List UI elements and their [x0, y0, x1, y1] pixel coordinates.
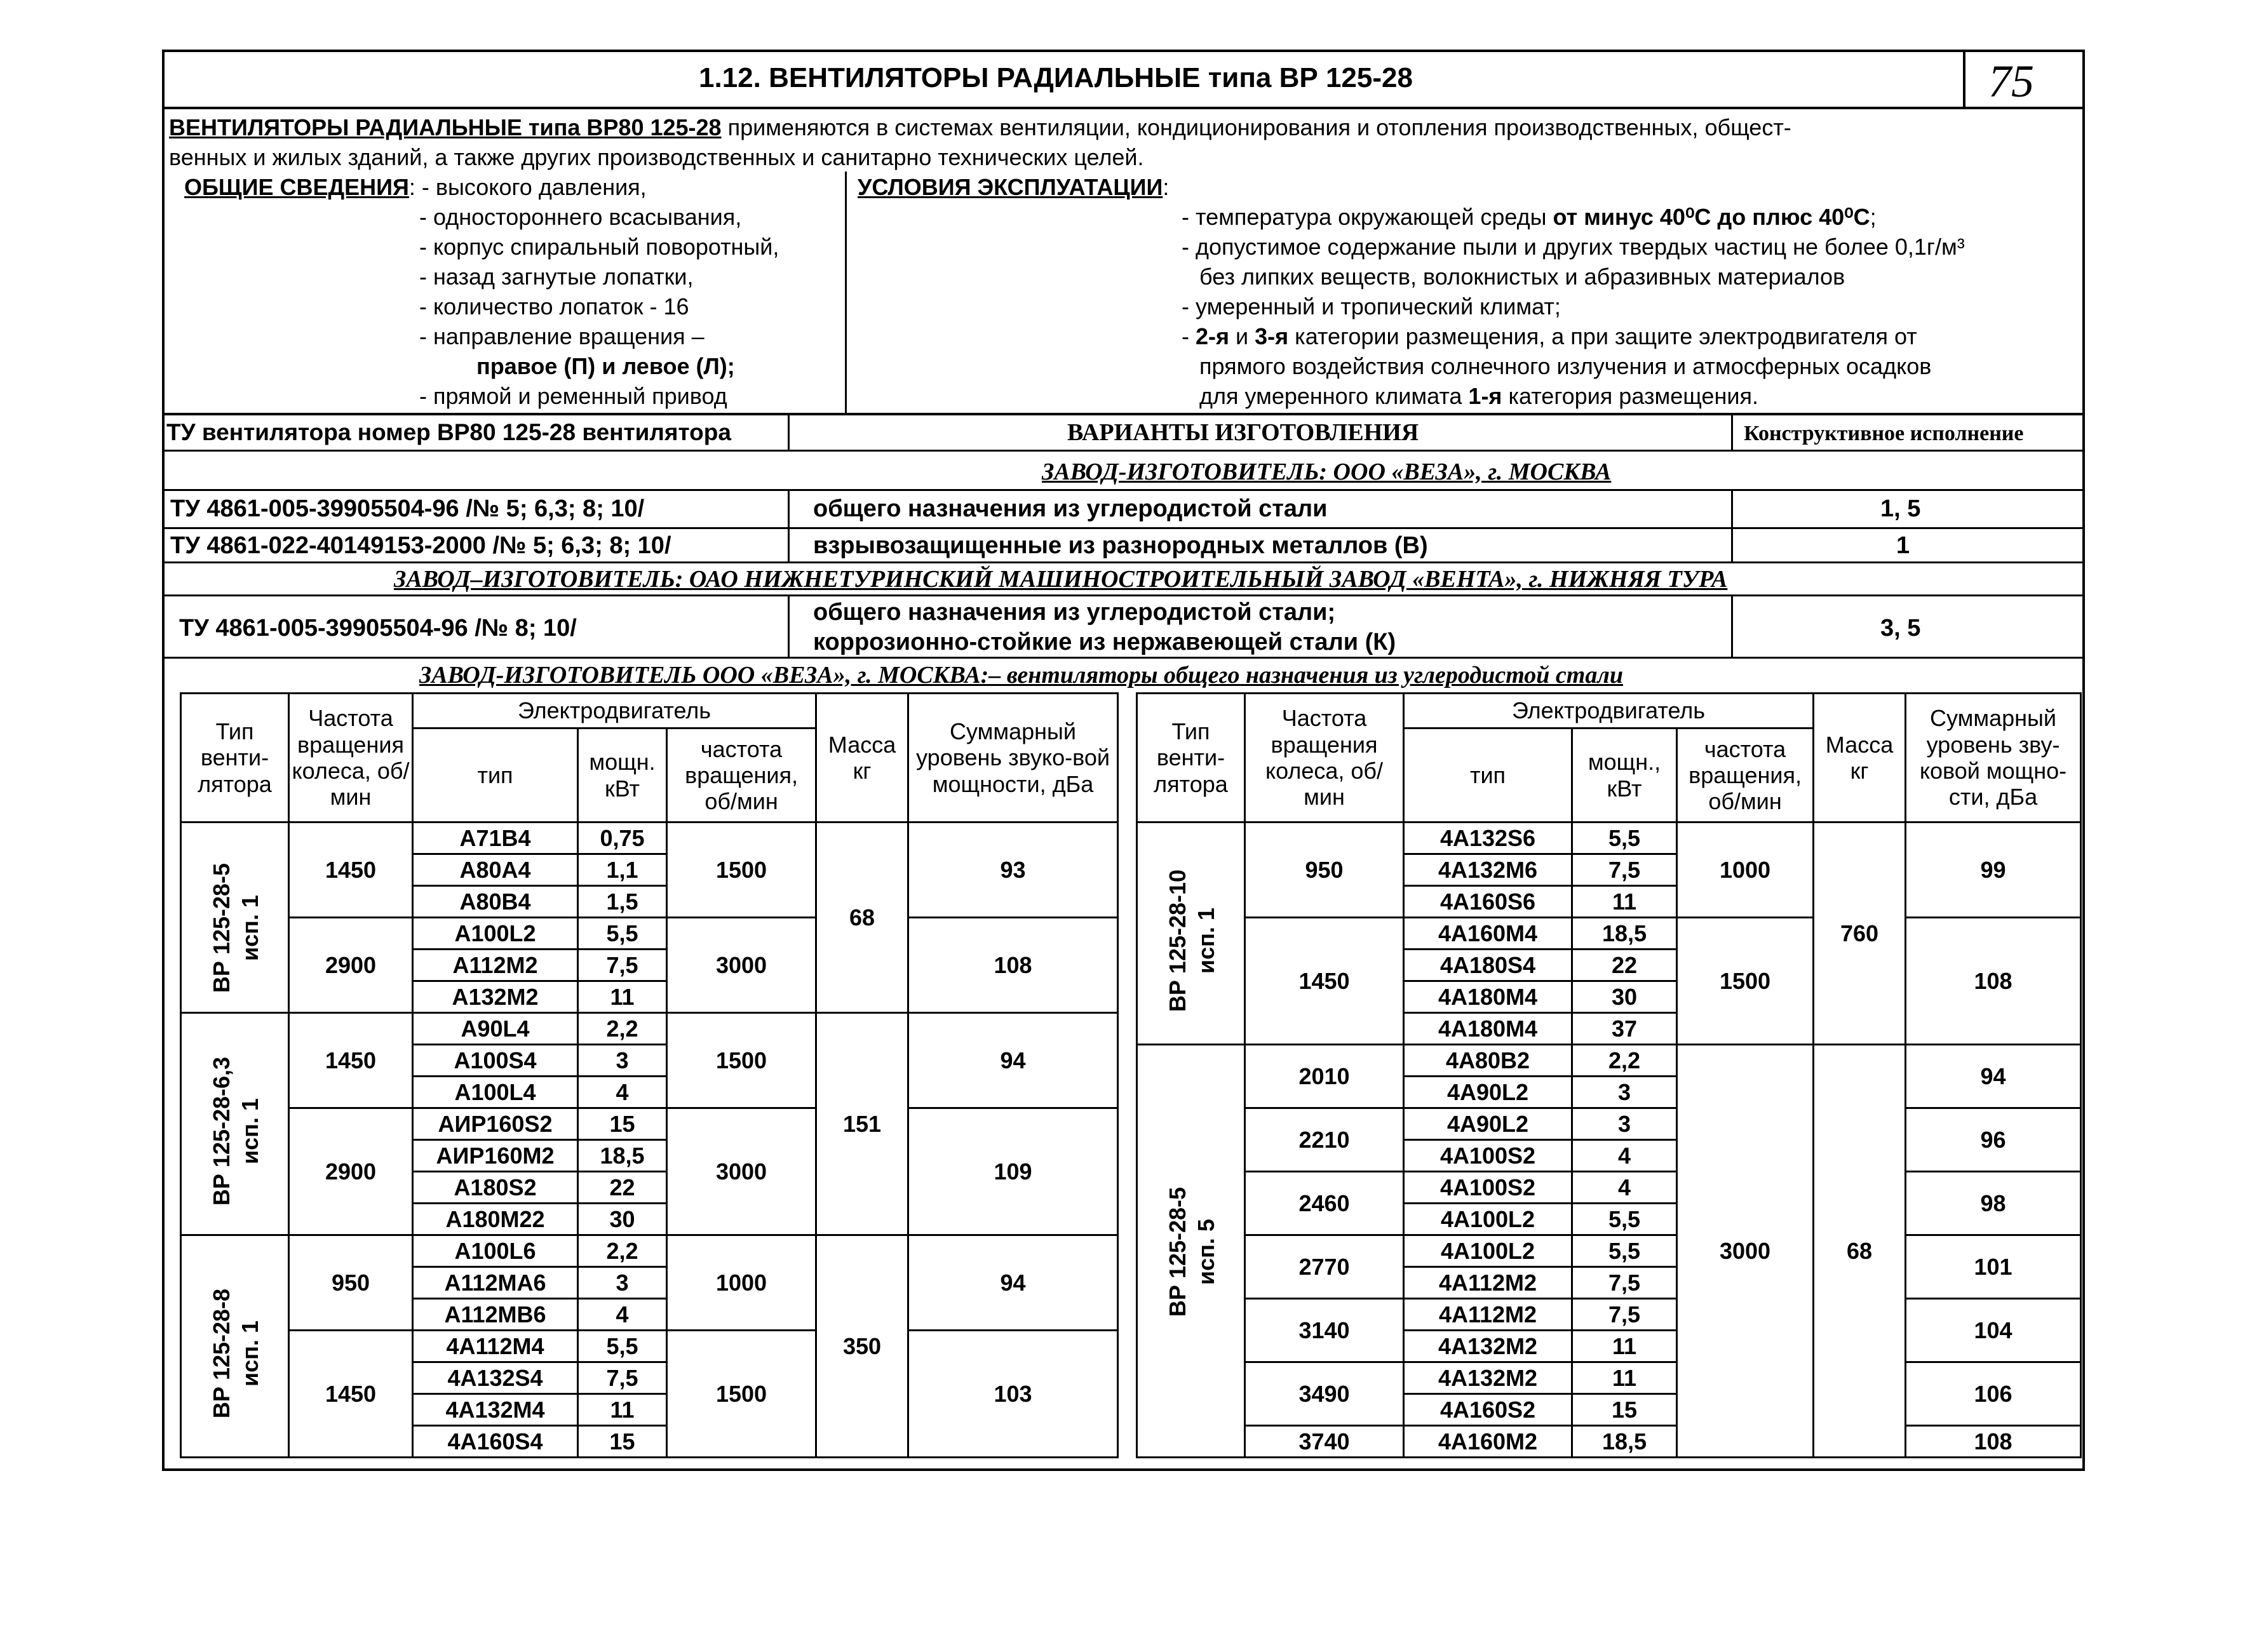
motor-type: А132М2: [413, 981, 578, 1013]
motor-power: 2,2: [578, 1013, 667, 1045]
freq-cell: 2900: [289, 918, 413, 1013]
motor-power: 4: [1572, 1172, 1677, 1204]
motor-type: 4А90L2: [1404, 1108, 1572, 1140]
motor-type: АИР160М2: [413, 1140, 578, 1172]
freq-cell: 3490: [1245, 1362, 1404, 1426]
general-heading-line: [184, 176, 647, 199]
tu-row-2-tu: ТУ 4861-022-40149153-2000 /№ 5; 6,3; 8; 10/: [170, 532, 671, 559]
col-divider: [788, 594, 790, 658]
mass-cell: 151: [816, 1013, 908, 1235]
col-divider: [788, 413, 790, 451]
col-divider: [788, 489, 790, 562]
conditions-climate: - умеренный и тропический климат;: [1182, 293, 1561, 319]
fan-type-cell: [181, 1235, 289, 1458]
fan-type-cell: [181, 1013, 289, 1235]
general-item: - прямой и ременный привод: [419, 383, 727, 409]
noise-cell: 94: [908, 1013, 1118, 1108]
hdr-type: Тип венти-лятора: [1137, 694, 1245, 823]
hdr-mass: Масса кг: [816, 694, 908, 823]
page-number: 75: [1988, 56, 2034, 107]
motor-power: 18,5: [1572, 1426, 1677, 1458]
motor-power: 7,5: [1572, 1267, 1677, 1299]
general-first: : - высокого давления,: [408, 174, 647, 200]
motor-power: 18,5: [578, 1140, 667, 1172]
noise-cell: 103: [908, 1331, 1118, 1458]
title-divider: [1963, 50, 1965, 108]
motor-type: А112МВ6: [413, 1299, 578, 1331]
motor-type: 4А100L2: [1404, 1235, 1572, 1267]
noise-cell: 104: [1906, 1299, 2081, 1362]
conditions-dust-2: без липких веществ, волокнистых и абразивных материалов: [1199, 264, 1845, 290]
motor-power: 5,5: [1572, 1204, 1677, 1235]
conditions-category-2: прямого воздействия солнечного излучения и атмосферных осадков: [1199, 353, 1932, 379]
fan-type: ВР 125-28-5 исп. 5: [1164, 1186, 1219, 1317]
title-rule: [162, 107, 2085, 109]
col-divider: [1731, 413, 1733, 451]
general-item: - количество лопаток - 16: [419, 293, 689, 319]
hdr-freq: Частота вращения колеса, об/мин: [289, 694, 413, 823]
motor-power: 4: [578, 1299, 667, 1331]
noise-cell: 108: [908, 918, 1118, 1013]
intro-lead: ВЕНТИЛЯТОРЫ РАДИАЛЬНЫЕ типа ВР80 125-28: [169, 114, 722, 140]
cat3-b: 1-я: [1468, 383, 1502, 409]
motor-freq: 1500: [1677, 918, 1814, 1045]
motor-type: 4А132S4: [413, 1362, 578, 1394]
motor-power: 7,5: [1572, 1299, 1677, 1331]
motor-power: 22: [1572, 950, 1677, 981]
fan-type-cell: [181, 823, 289, 1013]
motor-type: А100L6: [413, 1235, 578, 1267]
hdr-motor-type: тип: [1404, 729, 1572, 823]
conditions-temp: [1182, 206, 1877, 229]
motor-power: 5,5: [1572, 1235, 1677, 1267]
mass-cell: 68: [1814, 1045, 1906, 1458]
noise-cell: 99: [1906, 823, 2081, 918]
freq-cell: 2210: [1245, 1108, 1404, 1172]
motor-type: 4А80В2: [1404, 1045, 1572, 1077]
noise-cell: 106: [1906, 1362, 2081, 1426]
fan-type-cell: [1137, 823, 1245, 1045]
freq-cell: 2900: [289, 1108, 413, 1235]
motor-power: 18,5: [1572, 918, 1677, 950]
motor-type: 4А132S6: [1404, 823, 1572, 854]
cat-rest: категории размещения, а при защите электродвигателя от: [1288, 323, 1917, 349]
motor-power: 11: [578, 1394, 667, 1426]
mass-cell: 350: [816, 1235, 908, 1458]
hdr-type: Тип венти-лятора: [181, 694, 289, 823]
motor-power: 15: [578, 1108, 667, 1140]
motor-power: 11: [1572, 1362, 1677, 1394]
freq-cell: 2770: [1245, 1235, 1404, 1299]
rule: [162, 450, 2085, 452]
noise-cell: 101: [1906, 1235, 2081, 1299]
tu-row-3-variant-2: коррозионно-стойкие из нержавеющей стали (К): [813, 629, 1396, 655]
motor-power: 2,2: [578, 1235, 667, 1267]
fan-type: ВР 125-28-10 исп. 1: [1164, 869, 1219, 1012]
tu-row-3-tu: ТУ 4861-005-39905504-96 /№ 8; 10/: [179, 615, 577, 641]
motor-power: 2,2: [1572, 1045, 1677, 1077]
motor-type: 4А132М2: [1404, 1362, 1572, 1394]
motor-power: 7,5: [578, 950, 667, 981]
hdr-motor-power: мощн. кВт: [578, 729, 667, 823]
freq-cell: 1450: [289, 1331, 413, 1458]
hdr-mass: Масса кг: [1814, 694, 1906, 823]
right-fan-table: [1136, 692, 2082, 1458]
noise-cell: 94: [908, 1235, 1118, 1331]
fan-type: ВР 125-28-8 исп. 1: [208, 1288, 263, 1419]
motor-type: А100L2: [413, 918, 578, 950]
cat-3: 3-я: [1255, 323, 1289, 349]
hdr-motor-freq: частота вращения, об/мин: [667, 729, 816, 823]
hdr-motor-type: тип: [413, 729, 578, 823]
freq-cell: 1450: [289, 1013, 413, 1108]
motor-freq: 3000: [1677, 1045, 1814, 1458]
motor-type: 4А100S2: [1404, 1172, 1572, 1204]
rule: [162, 594, 2085, 596]
motor-freq: 1000: [1677, 823, 1814, 918]
hdr-noise: Суммарный уровень зву-ковой мощно-сти, дБа: [1906, 694, 2081, 823]
conditions-dust: - допустимое содержание пыли и других твердых частиц не более 0,1г/м³: [1182, 234, 1965, 260]
general-heading: ОБЩИЕ СВЕДЕНИЯ: [184, 174, 409, 200]
motor-type: 4А160М2: [1404, 1426, 1572, 1458]
motor-power: 11: [1572, 886, 1677, 918]
motor-type: 4А160S4: [413, 1426, 578, 1458]
freq-cell: 3740: [1245, 1426, 1404, 1458]
rule: [162, 561, 2085, 563]
tu-row-1-variant: общего назначения из углеродистой стали: [813, 495, 1328, 522]
general-item: правое (П) и левое (Л);: [476, 353, 735, 379]
motor-type: 4А112М2: [1404, 1299, 1572, 1331]
motor-power: 0,75: [578, 823, 667, 854]
noise-cell: 94: [1906, 1045, 2081, 1108]
noise-cell: 93: [908, 823, 1118, 918]
motor-power: 11: [578, 981, 667, 1013]
freq-cell: 2460: [1245, 1172, 1404, 1235]
motor-type: А90L4: [413, 1013, 578, 1045]
conditions-colon: :: [1163, 174, 1170, 200]
freq-cell: 950: [289, 1235, 413, 1331]
motor-power: 3: [578, 1267, 667, 1299]
motor-type: А100L4: [413, 1077, 578, 1108]
col-divider: [1731, 489, 1733, 562]
mass-cell: 68: [816, 823, 908, 1013]
mass-cell: 760: [1814, 823, 1906, 1045]
hdr-motor-freq: частота вращения, об/мин: [1677, 729, 1814, 823]
hdr-motor: Электродвигатель: [413, 694, 816, 729]
general-item: - направление вращения –: [419, 323, 705, 349]
motor-type: А112МА6: [413, 1267, 578, 1299]
motor-freq: 1500: [667, 1331, 816, 1458]
motor-type: 4А100L2: [1404, 1204, 1572, 1235]
motor-freq: 1000: [667, 1235, 816, 1331]
noise-cell: 96: [1906, 1108, 2081, 1172]
cat3-a: для умеренного климата: [1199, 383, 1469, 409]
motor-freq: 3000: [667, 918, 816, 1013]
motor-type: А112М2: [413, 950, 578, 981]
cat-and: и: [1229, 323, 1255, 349]
motor-type: 4А112М2: [1404, 1267, 1572, 1299]
conditions-temp-b: от минус 40⁰С до плюс 40⁰С: [1553, 204, 1870, 230]
motor-type: 4А160М4: [1404, 918, 1572, 950]
plant-2: ЗАВОД–ИЗГОТОВИТЕЛЬ: ОАО НИЖНЕТУРИНСКИЙ МАШИНОСТРОИТЕЛЬНЫЙ ЗАВОД «ВЕНТА», г. НИЖНЯЯ ТУРА: [394, 566, 1728, 593]
motor-power: 5,5: [578, 918, 667, 950]
motor-power: 5,5: [1572, 823, 1677, 854]
motor-freq: 3000: [667, 1108, 816, 1235]
tu-row-3-variant-1: общего назначения из углеродистой стали;: [813, 599, 1336, 626]
general-divider: [845, 171, 847, 413]
motor-power: 4: [578, 1077, 667, 1108]
motor-type: А100S4: [413, 1045, 578, 1077]
motor-type: 4А132М4: [413, 1394, 578, 1426]
motor-type: 4А112М4: [413, 1331, 578, 1362]
col-divider: [1731, 594, 1733, 658]
page-title: 1.12. ВЕНТИЛЯТОРЫ РАДИАЛЬНЫЕ типа ВР 125-28: [699, 62, 1413, 93]
conditions-heading: УСЛОВИЯ ЭКСПЛУАТАЦИИ: [858, 174, 1163, 200]
freq-cell: 3140: [1245, 1299, 1404, 1362]
motor-type: А180М22: [413, 1204, 578, 1235]
motor-power: 1,1: [578, 854, 667, 886]
motor-power: 30: [1572, 981, 1677, 1013]
cat3-c: категория размещения.: [1502, 383, 1758, 409]
motor-type: АИР160S2: [413, 1108, 578, 1140]
motor-power: 5,5: [578, 1331, 667, 1362]
conditions-temp-c: ;: [1870, 204, 1877, 230]
motor-power: 15: [1572, 1394, 1677, 1426]
noise-cell: 108: [1906, 1426, 2081, 1458]
rule: [162, 657, 2085, 659]
fan-type-cell: [1137, 1045, 1245, 1458]
hdr-noise: Суммарный уровень звуко-вой мощности, дБа: [908, 694, 1118, 823]
rule: [162, 413, 2085, 415]
motor-power: 15: [578, 1426, 667, 1458]
hdr-freq: Частота вращения колеса, об/мин: [1245, 694, 1404, 823]
motor-type: 4А90L2: [1404, 1077, 1572, 1108]
noise-cell: 109: [908, 1108, 1118, 1235]
intro-line-2: венных и жилых зданий, а также других производственных и санитарно технических целей.: [169, 144, 1144, 170]
freq-cell: 2010: [1245, 1045, 1404, 1108]
intro-lead-rest: применяются в системах вентиляции, кондиционирования и отопления производственных, общест-: [721, 114, 1791, 140]
motor-type: А80В4: [413, 886, 578, 918]
motor-type: 4А160S6: [1404, 886, 1572, 918]
tu-row-2-variant: взрывозащищенные из разнородных металлов (В): [813, 532, 1428, 559]
motor-type: 4А100S2: [1404, 1140, 1572, 1172]
freq-cell: 1450: [289, 823, 413, 918]
hdr-motor-power: мощн., кВт: [1572, 729, 1677, 823]
fan-type: ВР 125-28-5 исп. 1: [208, 863, 263, 993]
tu-row-2-exec: 1: [1896, 532, 1910, 559]
motor-power: 3: [578, 1045, 667, 1077]
motor-freq: 1500: [667, 823, 816, 918]
motor-type: А180S2: [413, 1172, 578, 1204]
noise-cell: 98: [1906, 1172, 2081, 1235]
rule: [162, 527, 2085, 529]
motor-power: 22: [578, 1172, 667, 1204]
general-item: - назад загнутые лопатки,: [419, 264, 694, 290]
motor-power: 7,5: [578, 1362, 667, 1394]
left-fan-table: [180, 692, 1119, 1458]
rule: [162, 489, 2085, 491]
tu-header-col3: Конструктивное исполнение: [1744, 422, 2024, 445]
tu-header-col2: ВАРИАНТЫ ИЗГОТОВЛЕНИЯ: [1067, 419, 1419, 446]
motor-power: 30: [578, 1204, 667, 1235]
motor-power: 4: [1572, 1140, 1677, 1172]
tu-row-3-exec: 3, 5: [1880, 615, 1921, 641]
motor-type: 4А180S4: [1404, 950, 1572, 981]
hdr-motor: Электродвигатель: [1404, 694, 1814, 729]
motor-type: 4А180М4: [1404, 981, 1572, 1013]
tu-row-1-tu: ТУ 4861-005-39905504-96 /№ 5; 6,3; 8; 10/: [170, 495, 645, 522]
motor-type: 4А180М4: [1404, 1013, 1572, 1045]
motor-type: А71В4: [413, 823, 578, 854]
motor-type: 4А132М6: [1404, 854, 1572, 886]
motor-power: 1,5: [578, 886, 667, 918]
fan-type: ВР 125-28-6,3 исп. 1: [208, 1056, 263, 1206]
plant-1: ЗАВОД-ИЗГОТОВИТЕЛЬ: ООО «ВЕЗА», г. МОСКВА: [1042, 459, 1612, 485]
tu-header-col1: ТУ вентилятора номер ВР80 125-28 вентилятора: [166, 419, 731, 445]
freq-cell: 1450: [1245, 918, 1404, 1045]
tu-row-1-exec: 1, 5: [1880, 495, 1921, 522]
conditions-category-3: [1199, 385, 1758, 408]
motor-type: 4А132М2: [1404, 1331, 1572, 1362]
freq-cell: 950: [1245, 823, 1404, 918]
motor-power: 11: [1572, 1331, 1677, 1362]
conditions-category: - 2-я и 3-я категории размещения, а при защите электродвигателя от: [1182, 323, 1917, 349]
cat-2: 2-я: [1196, 323, 1230, 349]
motor-type: 4А160S2: [1404, 1394, 1572, 1426]
motor-type: А80А4: [413, 854, 578, 886]
conditions-temp-a: - температура окружающей среды: [1182, 204, 1553, 230]
motor-power: 7,5: [1572, 854, 1677, 886]
motor-power: 37: [1572, 1013, 1677, 1045]
motor-freq: 1500: [667, 1013, 816, 1108]
general-item: - одностороннего всасывания,: [419, 204, 742, 230]
conditions-heading-line: [858, 176, 1169, 199]
motor-power: 3: [1572, 1077, 1677, 1108]
plant-3: ЗАВОД-ИЗГОТОВИТЕЛЬ ООО «ВЕЗА», г. МОСКВА:– вентиляторы общего назначения из углеродистой стали: [419, 662, 1623, 688]
noise-cell: 108: [1906, 918, 2081, 1045]
intro-line-1: [169, 116, 1791, 139]
general-item: - корпус спиральный поворотный,: [419, 234, 779, 260]
motor-power: 3: [1572, 1108, 1677, 1140]
